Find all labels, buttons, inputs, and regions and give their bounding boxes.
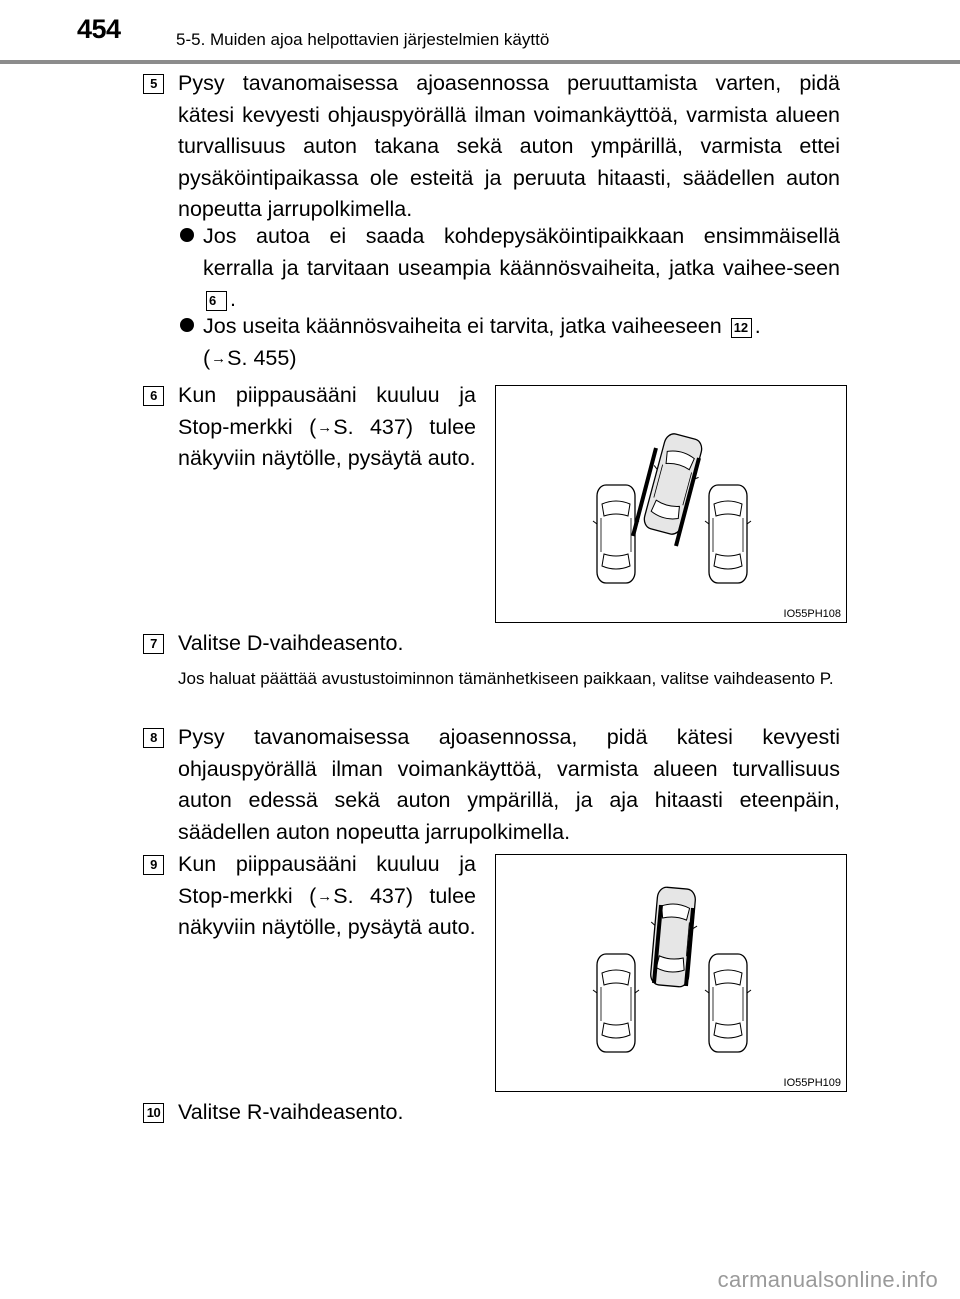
step-number-8: 8 — [143, 728, 164, 748]
step-number-5: 5 — [143, 74, 164, 94]
parked-car-left — [593, 954, 639, 1052]
step-9-text: Kun piippausääni kuuluu ja Stop-merkki (→S. 437) tulee näkyviin näytölle, pysäytä auto. — [178, 852, 476, 939]
step-7-text: Valitse D-vaihdeasento. — [178, 631, 404, 655]
parked-car-right — [705, 485, 751, 583]
parking-diagram-2 — [496, 855, 846, 1091]
step-5-bullet-2 — [178, 311, 840, 374]
right-arrow-icon: → — [211, 349, 227, 367]
right-arrow-icon: → — [317, 887, 333, 905]
parked-car-right — [705, 954, 751, 1052]
step-5-text: Pysy tavanomaisessa ajoasennossa peruuttamista varten, pidä kätesi kevyesti ohjauspyörällä ilman voimankäyttöä, varmista alueen turvallisuus auton takana sekä auton ympärillä, varmista ettei pysäköintipaikassa ole esteitä ja peruuta hitaasti, säädellen auton nopeutta jarrupolkimella. — [178, 71, 840, 221]
step-5-bullet-2-text: Jos useita käännösvaiheita ei tarvita, jatka vaiheeseen 12 . (→S. 455) — [203, 314, 761, 370]
section-title: 5-5. Muiden ajoa helpottavien järjestelmien käyttö — [176, 30, 550, 49]
parking-figure-1 — [495, 385, 847, 623]
right-arrow-icon: → — [317, 418, 333, 436]
step-number-9: 9 — [143, 855, 164, 875]
page-number: 454 — [77, 14, 121, 44]
step-number-7: 7 — [143, 634, 164, 654]
step-6-text: Kun piippausääni kuuluu ja Stop-merkki (→S. 437) tulee näkyviin näytölle, pysäytä auto. — [178, 383, 476, 470]
step-ref-6[interactable]: 6 — [206, 291, 227, 311]
figure-2-code: IO55PH109 — [783, 1077, 841, 1089]
step-8-text: Pysy tavanomaisessa ajoasennossa, pidä kätesi kevyesti ohjauspyörällä ilman voimankäyttöä, varmista alueen turvallisuus auton edessä sekä auton ympärillä, ja aja hitaasti eteenpäin, säädellen auton nopeutta jarrupolkimella. — [178, 725, 840, 844]
bullet-icon — [180, 228, 194, 242]
step-ref-12[interactable]: 12 — [731, 318, 752, 338]
step-5-bullet-1-text: Jos autoa ei saada kohdepysäköintipaikkaan ensimmäisellä kerralla ja tarvitaan useampia käännösvaiheita, jatka vaihee-seen 6 . — [203, 224, 840, 311]
header-divider — [0, 60, 960, 64]
watermark: carmanualsonline.info — [717, 1267, 938, 1292]
figure-1-code: IO55PH108 — [783, 608, 841, 620]
step-5-bullet-1 — [178, 221, 840, 316]
parking-diagram-1 — [496, 386, 846, 622]
step-10-text: Valitse R-vaihdeasento. — [178, 1100, 404, 1124]
page-ref-455[interactable]: S. 455) — [227, 345, 297, 370]
step-number-6: 6 — [143, 386, 164, 406]
step-number-10: 10 — [143, 1103, 164, 1123]
bullet-icon — [180, 318, 194, 332]
step-7-note: Jos haluat päättää avustustoiminnon tämänhetkiseen paikkaan, valitse vaihdeasento P. — [178, 669, 834, 688]
parking-figure-2 — [495, 854, 847, 1092]
page-ref-437[interactable]: S. 437) — [333, 414, 413, 439]
page-ref-437[interactable]: S. 437) — [333, 883, 413, 908]
